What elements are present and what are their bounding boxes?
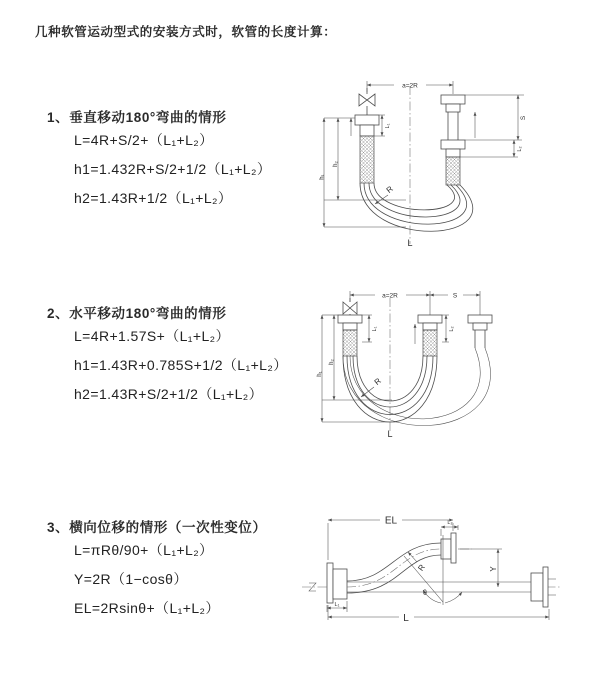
dim-label-h1: h₁: [317, 371, 323, 377]
dimension-l1: [362, 315, 378, 342]
right-flange-fitting: [468, 315, 492, 348]
dimension-y: [458, 549, 502, 587]
diagram-vertical-180-bend: [318, 72, 532, 254]
dimension-s-l2: [460, 95, 527, 157]
section-1-formula-h1: h1=1.432R+S/2+1/2（L₁+L₂）: [74, 161, 272, 177]
valve-icon: [343, 298, 357, 315]
dim-label-r: R: [384, 184, 395, 195]
section-1: [47, 106, 271, 213]
dim-label-a2r: a=2R: [402, 82, 418, 90]
section-2: [47, 302, 288, 409]
dim-label-h2: h₂: [329, 359, 335, 365]
dim-label-r: R: [416, 562, 427, 573]
section-3-formula-y: Y=2R（1−cosθ）: [74, 571, 188, 587]
section-3-formula-el: EL=2Rsinθ+（L₁+L₂）: [74, 600, 220, 616]
dim-label-l1: L₁: [385, 123, 391, 129]
dim-label-l2: L₂: [449, 326, 455, 332]
section-2-heading: 2、水平移动180°弯曲的情形: [47, 306, 227, 321]
braided-hose-left: [360, 136, 374, 183]
dim-label-l: L: [387, 429, 393, 439]
page-title: 几种软管运动型式的安装方式时，软管的长度计算：: [35, 25, 337, 39]
radius-callout: [408, 552, 427, 573]
section-1-formula-l: L=4R+S/2+（L₁+L₂）: [74, 132, 214, 148]
dim-label-h2: h₂: [333, 161, 339, 167]
right-flange-fitting-lower: [441, 140, 465, 157]
section-3-formula-l: L=πRθ/90+（L₁+L₂）: [74, 542, 214, 558]
dim-label-h1: h₁: [319, 174, 326, 180]
section-3: [47, 516, 267, 623]
braided-hose-middle: [423, 330, 437, 356]
valve-icon: [359, 88, 375, 115]
dim-label-l2: L₂: [447, 520, 453, 526]
right-flange-fitting-upper: [441, 95, 465, 140]
left-flange-fitting: [338, 315, 362, 330]
dim-label-l: L: [407, 238, 413, 248]
dim-label-a2r: a=2R: [382, 292, 398, 300]
section-2-formula-h1: h1=1.43R+0.785S+1/2（L₁+L₂）: [74, 357, 288, 373]
dim-label-l: L: [403, 613, 409, 624]
dim-label-r: R: [372, 376, 383, 387]
middle-flange-fitting: [418, 315, 442, 330]
dimension-a2r-s: [350, 291, 480, 315]
dim-label-s: S: [452, 292, 458, 300]
dim-label-l1: L₁: [334, 602, 340, 608]
section-2-formula-l: L=4R+1.57S+（L₁+L₂）: [74, 328, 230, 344]
braided-hose-left: [343, 330, 357, 356]
braided-hose-right: [446, 157, 460, 185]
dim-label-l2: L₂: [517, 146, 523, 152]
section-1-heading: 1、垂直移动180°弯曲的情形: [47, 110, 227, 125]
hose-curves: [360, 183, 473, 231]
dim-label-theta: θ: [423, 590, 427, 597]
section-2-formula-h2: h2=1.43R+S/2+1/2（L₁+L₂）: [74, 386, 264, 402]
section-1-formula-h2: h2=1.43R+1/2（L₁+L₂）: [74, 190, 233, 206]
dim-label-y: Y: [489, 566, 498, 572]
dim-label-l1: L₁: [372, 326, 378, 332]
dim-label-el: EL: [384, 515, 398, 527]
dimension-l2: [442, 315, 455, 342]
dimension-l: [328, 605, 549, 624]
left-flange-fitting: [355, 115, 379, 136]
diagram-lateral-displacement: [300, 505, 598, 630]
section-3-heading: 3、横向位移的情形（一次性变位）: [47, 520, 267, 535]
diagram-horizontal-180-bend: [312, 282, 532, 454]
left-flange-fitting: [327, 563, 347, 603]
dimension-el: [328, 516, 453, 561]
dim-label-s: S: [520, 115, 527, 121]
